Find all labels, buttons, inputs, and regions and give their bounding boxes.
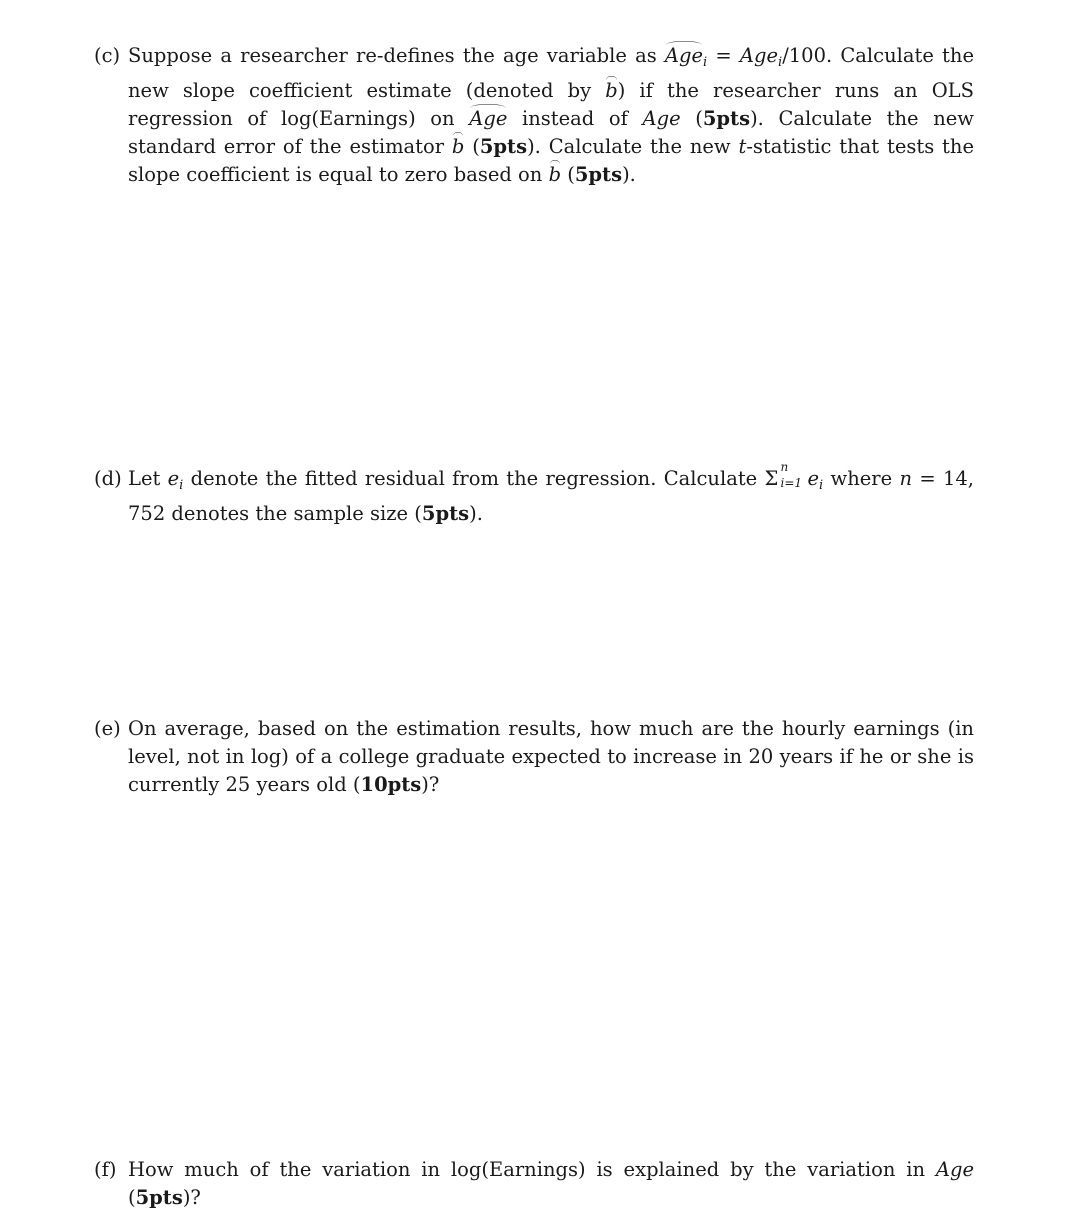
question-d [94, 460, 974, 528]
question-e-text: On average, based on the estimation results, how much are the hourly earnings (in level, not in log) of a college graduate expected to increase in 20 years if he or she is currently 25 years old (10pts)? [128, 717, 974, 796]
question-d-label: (d) [94, 467, 122, 490]
question-c-label: (c) [94, 44, 121, 67]
question-f [94, 1156, 974, 1212]
question-f-label: (f) [94, 1158, 117, 1181]
question-c [94, 42, 974, 189]
question-e [94, 715, 974, 799]
question-d-text: Let $e_i$ denote the fitted residual from the regression. Calculate Σ n i=1 $e_i$ where n = 14, 752 denotes the sample size (5pts). [128, 460, 974, 525]
question-f-text: How much of the variation in log(Earnings) is explained by the variation in Age (5pts)? [128, 1158, 974, 1209]
question-c-text: Suppose a researcher re-defines the age variable as Age$_i$ = Age$_i$/100. Calculate the new slope coefficient estimate (denoted by b) if the researcher runs an OLS regression of log(Earnings) on Age instead of Age (5pts). Calculate the new standard error of the estimator b (5pts). Calculate the new t-statistic that tests the slope coefficient is equal to zero based on b (5pts). [128, 42, 974, 189]
summation-symbol: Σ n i=1 [764, 460, 803, 490]
question-e-label: (e) [94, 717, 121, 740]
